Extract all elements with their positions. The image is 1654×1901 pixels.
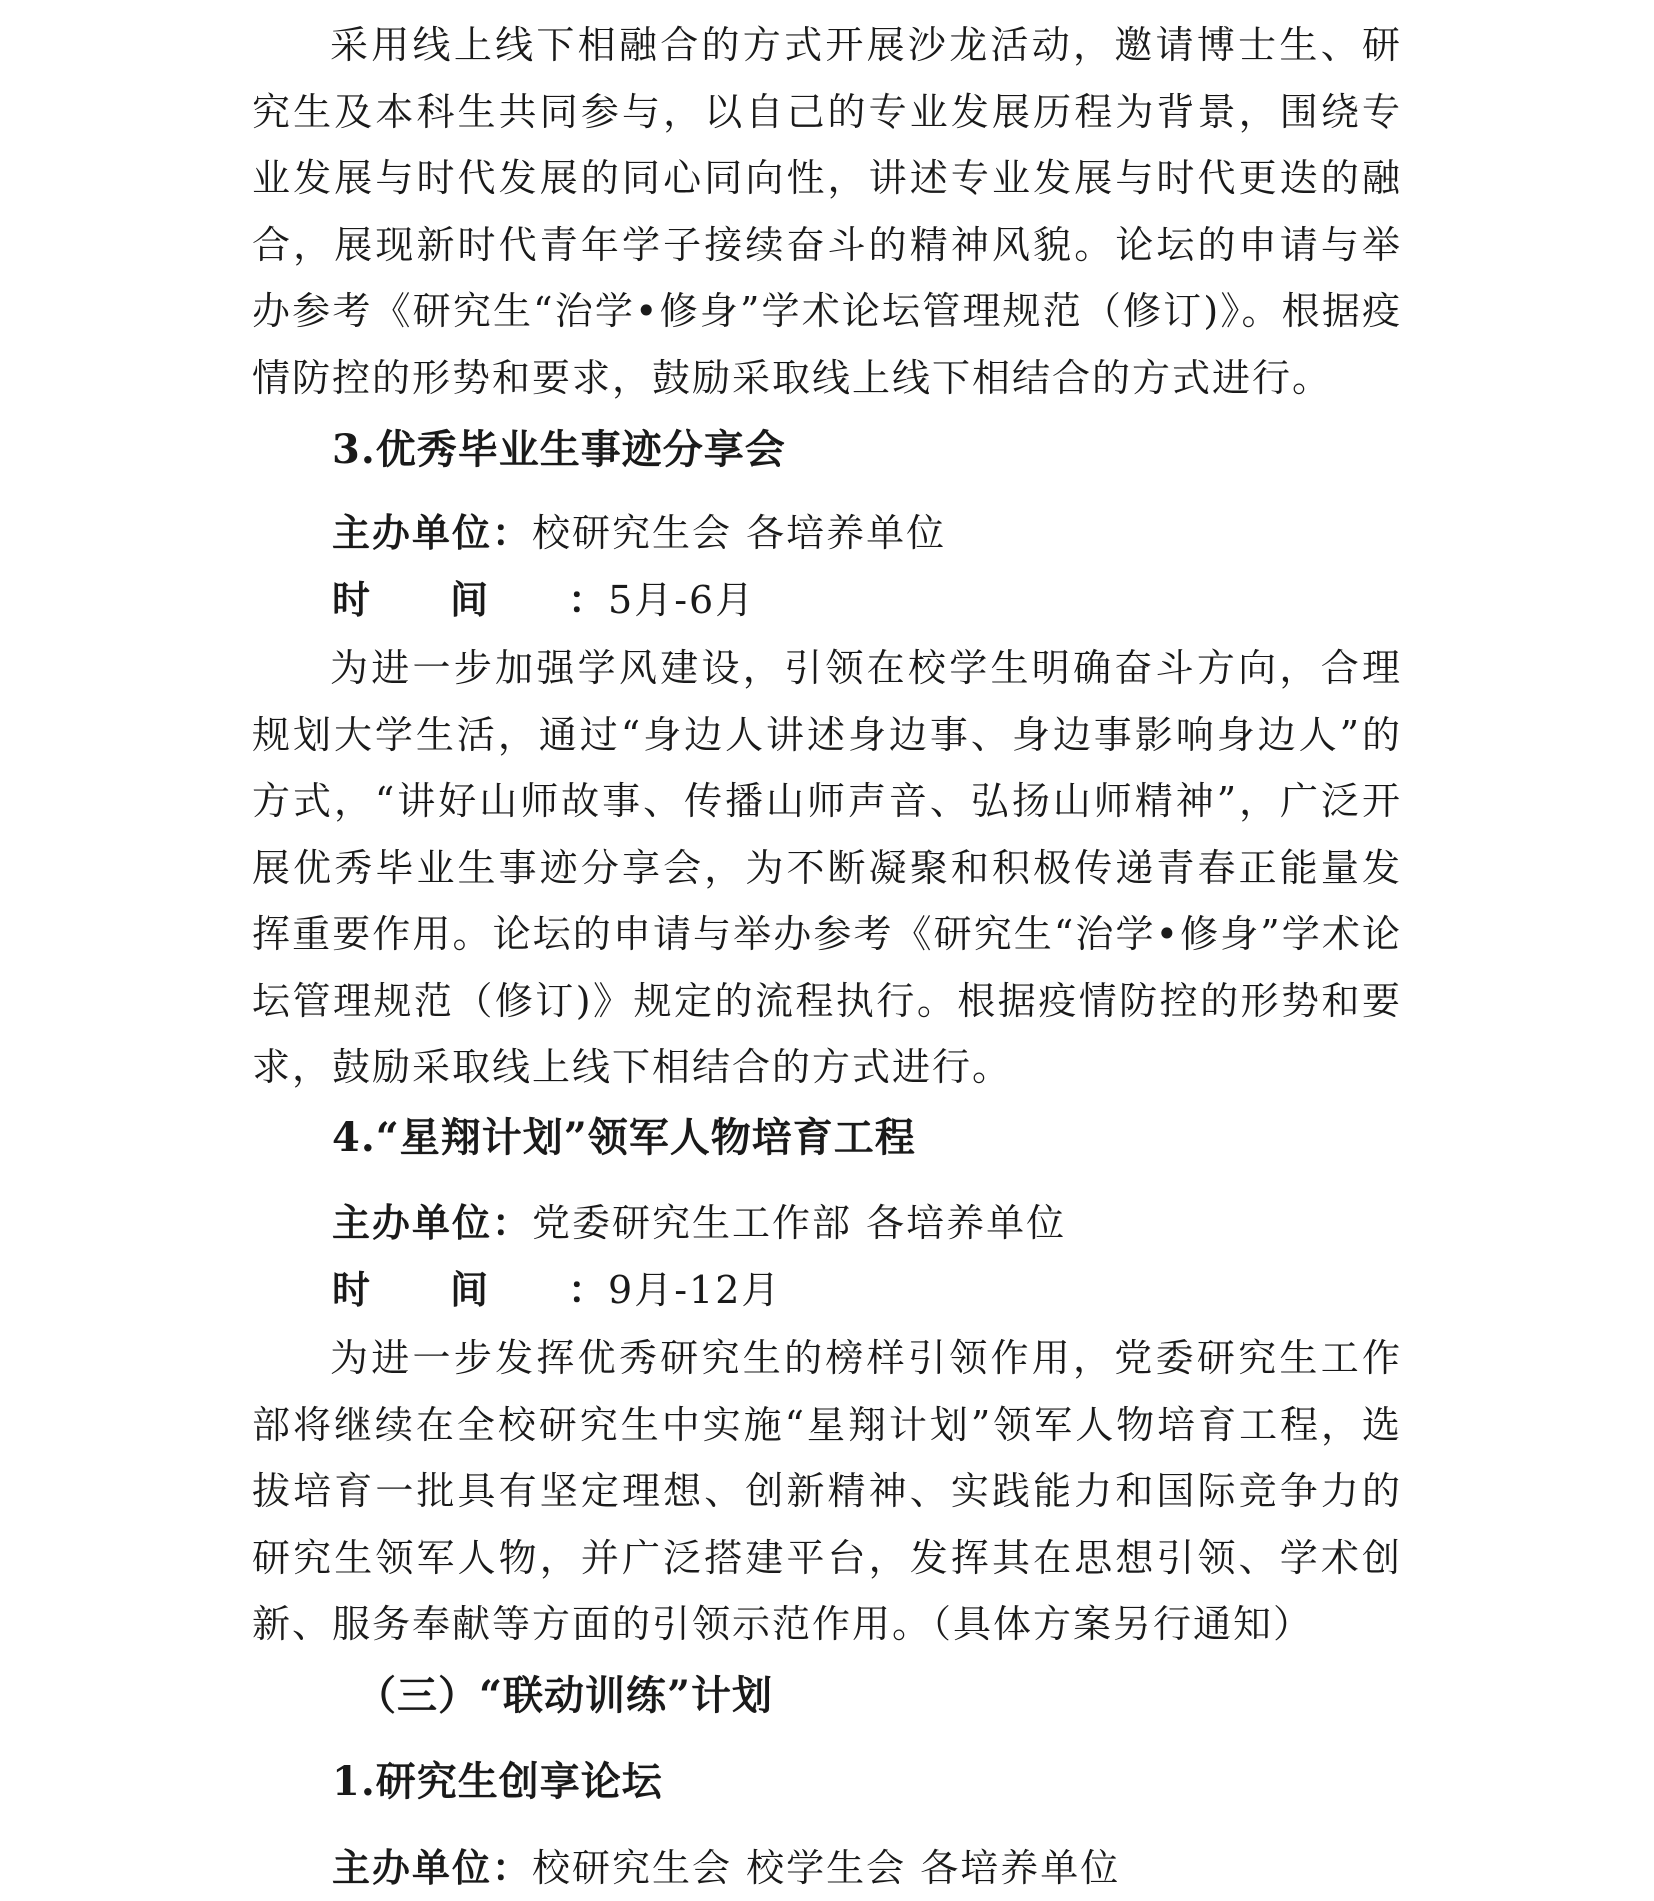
time-colon: ： — [568, 577, 609, 622]
item3-body-paragraph: 为进一步加强学风建设，引领在校学生明确奋斗方向，合理规划大学生活，通过“身边人讲述身边事、身边事影响身边人”的方式，“讲好山师故事、传播山师声音、弘扬山师精神”，广泛开展优秀毕业生事迹分享会，为不断凝聚和积极传递青春正能量发挥重要作用。论坛的申请与举办参考《研究生“治学•修身”学术论坛管理规范（修订)》规定的流程执行。根据疫情防控的形势和要求，鼓励采取线上线下相结合的方式进行。 — [252, 646, 1402, 1089]
item3-host-line — [332, 500, 946, 566]
item3-heading: 3.优秀毕业生事迹分享会 — [332, 426, 786, 473]
item4-host-line — [332, 1190, 1066, 1256]
time-colon: ： — [568, 1267, 609, 1312]
time-label: 时间 — [332, 578, 569, 622]
host-label: 主办单位 — [332, 1846, 493, 1890]
time-value: 5月-6月 — [608, 578, 756, 622]
host-label: 主办单位 — [332, 511, 493, 555]
part3-heading: （三）“联动训练”计划 — [356, 1672, 774, 1719]
host-colon: ： — [492, 510, 533, 555]
host-label: 主办单位 — [332, 1201, 493, 1245]
item1-heading: 1.研究生创享论坛 — [332, 1758, 663, 1805]
host-value: 党委研究生工作部 各培养单位 — [532, 1201, 1067, 1245]
item3-time-line — [332, 567, 755, 633]
item4-body-paragraph: 为进一步发挥优秀研究生的榜样引领作用，党委研究生工作部将继续在全校研究生中实施“星翔计划”领军人物培育工程，选拔培育一批具有坚定理想、创新精神、实践能力和国际竞争力的研究生领军人物，并广泛搭建平台，发挥其在思想引领、学术创新、服务奉献等方面的引领示范作用。（具体方案另行通知） — [252, 1336, 1402, 1646]
item4-heading: 4.“星翔计划”领军人物培育工程 — [332, 1114, 916, 1161]
item4-time-line — [332, 1257, 781, 1323]
item1-host-line — [332, 1835, 1120, 1901]
host-colon: ： — [492, 1200, 533, 1245]
time-value: 9月-12月 — [608, 1268, 782, 1312]
time-label: 时间 — [332, 1268, 569, 1312]
host-value: 校研究生会 各培养单位 — [532, 511, 947, 555]
host-value: 校研究生会 校学生会 各培养单位 — [532, 1846, 1121, 1890]
host-colon: ： — [492, 1845, 533, 1890]
intro-paragraph: 采用线上线下相融合的方式开展沙龙活动，邀请博士生、研究生及本科生共同参与，以自己的专业发展历程为背景，围绕专业发展与时代发展的同心同向性，讲述专业发展与时代更迭的融合，展现新时代青年学子接续奋斗的精神风貌。论坛的申请与举办参考《研究生“治学•修身”学术论坛管理规范（修订)》。根据疫情防控的形势和要求，鼓励采取线上线下相结合的方式进行。 — [252, 23, 1402, 400]
